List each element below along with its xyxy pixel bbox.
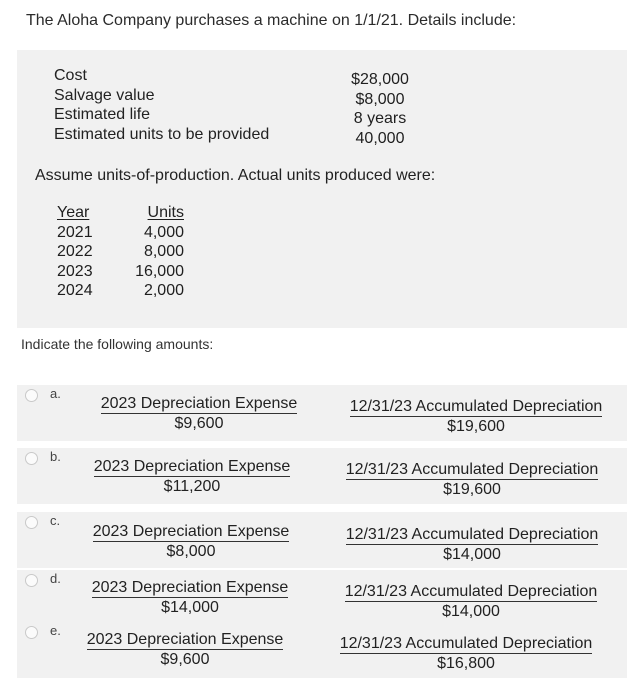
units-cell: 16,000 (135, 262, 184, 280)
accum-answer (335, 460, 609, 500)
radio-button[interactable] (25, 389, 38, 402)
radio-button[interactable] (25, 516, 38, 529)
detail-label: Estimated units to be provided (54, 125, 270, 143)
option-d[interactable] (17, 570, 627, 626)
expense-answer (79, 630, 291, 670)
accum-value: $19,600 (447, 418, 505, 435)
detail-value: $8,000 (355, 90, 405, 108)
accum-answer (339, 397, 613, 437)
accum-value: $14,000 (442, 603, 500, 620)
option-c[interactable] (17, 512, 627, 568)
expense-answer (86, 457, 298, 497)
accum-answer (335, 525, 609, 565)
year-header: Year (57, 204, 90, 221)
expense-label: 2023 Depreciation Expense (100, 395, 298, 412)
units-header: Units (147, 204, 184, 221)
year-cell: 2023 (57, 262, 93, 280)
option-b[interactable] (17, 448, 627, 504)
accum-value: $16,800 (437, 655, 495, 672)
year-cell: 2022 (57, 243, 93, 261)
radio-button[interactable] (25, 626, 38, 639)
option-letter: b. (50, 449, 61, 464)
year-cell: 2024 (57, 282, 93, 300)
option-letter: d. (50, 571, 61, 586)
expense-label: 2023 Depreciation Expense (92, 523, 290, 540)
expense-label: 2023 Depreciation Expense (86, 631, 284, 648)
units-cell: 8,000 (143, 243, 184, 261)
expense-value: $9,600 (174, 415, 224, 432)
accum-label: 12/31/23 Accumulated Depreciation (349, 398, 603, 415)
expense-answer (93, 394, 305, 434)
radio-button[interactable] (25, 574, 38, 587)
expense-label: 2023 Depreciation Expense (93, 458, 291, 475)
detail-value: 40,000 (355, 129, 405, 147)
option-a[interactable] (17, 385, 627, 441)
year-cell: 2021 (57, 223, 93, 241)
assume-text: Assume units-of-production. Actual units produced were: (35, 167, 436, 184)
details-labels (54, 66, 269, 144)
option-letter: e. (50, 623, 61, 638)
question-text: The Aloha Company purchases a machine on 1/1/21. Details include: (26, 12, 517, 29)
detail-label: Cost (54, 67, 87, 84)
detail-value: $28,000 (351, 71, 409, 88)
accum-label: 12/31/23 Accumulated Depreciation (345, 461, 599, 478)
expense-answer (85, 522, 297, 562)
option-e[interactable] (17, 622, 627, 678)
expense-value: $11,200 (163, 478, 221, 495)
expense-value: $9,600 (160, 651, 210, 668)
accum-label: 12/31/23 Accumulated Depreciation (345, 526, 599, 543)
detail-label: Salvage value (54, 86, 155, 104)
accum-label: 12/31/23 Accumulated Depreciation (339, 635, 593, 652)
radio-button[interactable] (25, 452, 38, 465)
units-column (120, 203, 184, 301)
option-letter: c. (50, 513, 61, 528)
units-cell: 4,000 (143, 223, 184, 241)
accum-answer (329, 634, 603, 674)
accum-answer (334, 582, 608, 622)
accum-value: $19,600 (443, 481, 501, 498)
expense-answer (84, 578, 296, 618)
year-column (57, 203, 93, 301)
expense-label: 2023 Depreciation Expense (91, 579, 289, 596)
accum-label: 12/31/23 Accumulated Depreciation (344, 583, 598, 600)
expense-value: $14,000 (161, 599, 219, 616)
detail-value: 8 years (353, 110, 407, 127)
expense-value: $8,000 (166, 543, 216, 560)
detail-label: Estimated life (54, 106, 151, 123)
details-values (330, 70, 430, 148)
accum-value: $14,000 (443, 546, 501, 563)
option-letter: a. (50, 386, 61, 401)
units-cell: 2,000 (143, 282, 184, 300)
instruction-text: Indicate the following amounts: (21, 336, 214, 352)
